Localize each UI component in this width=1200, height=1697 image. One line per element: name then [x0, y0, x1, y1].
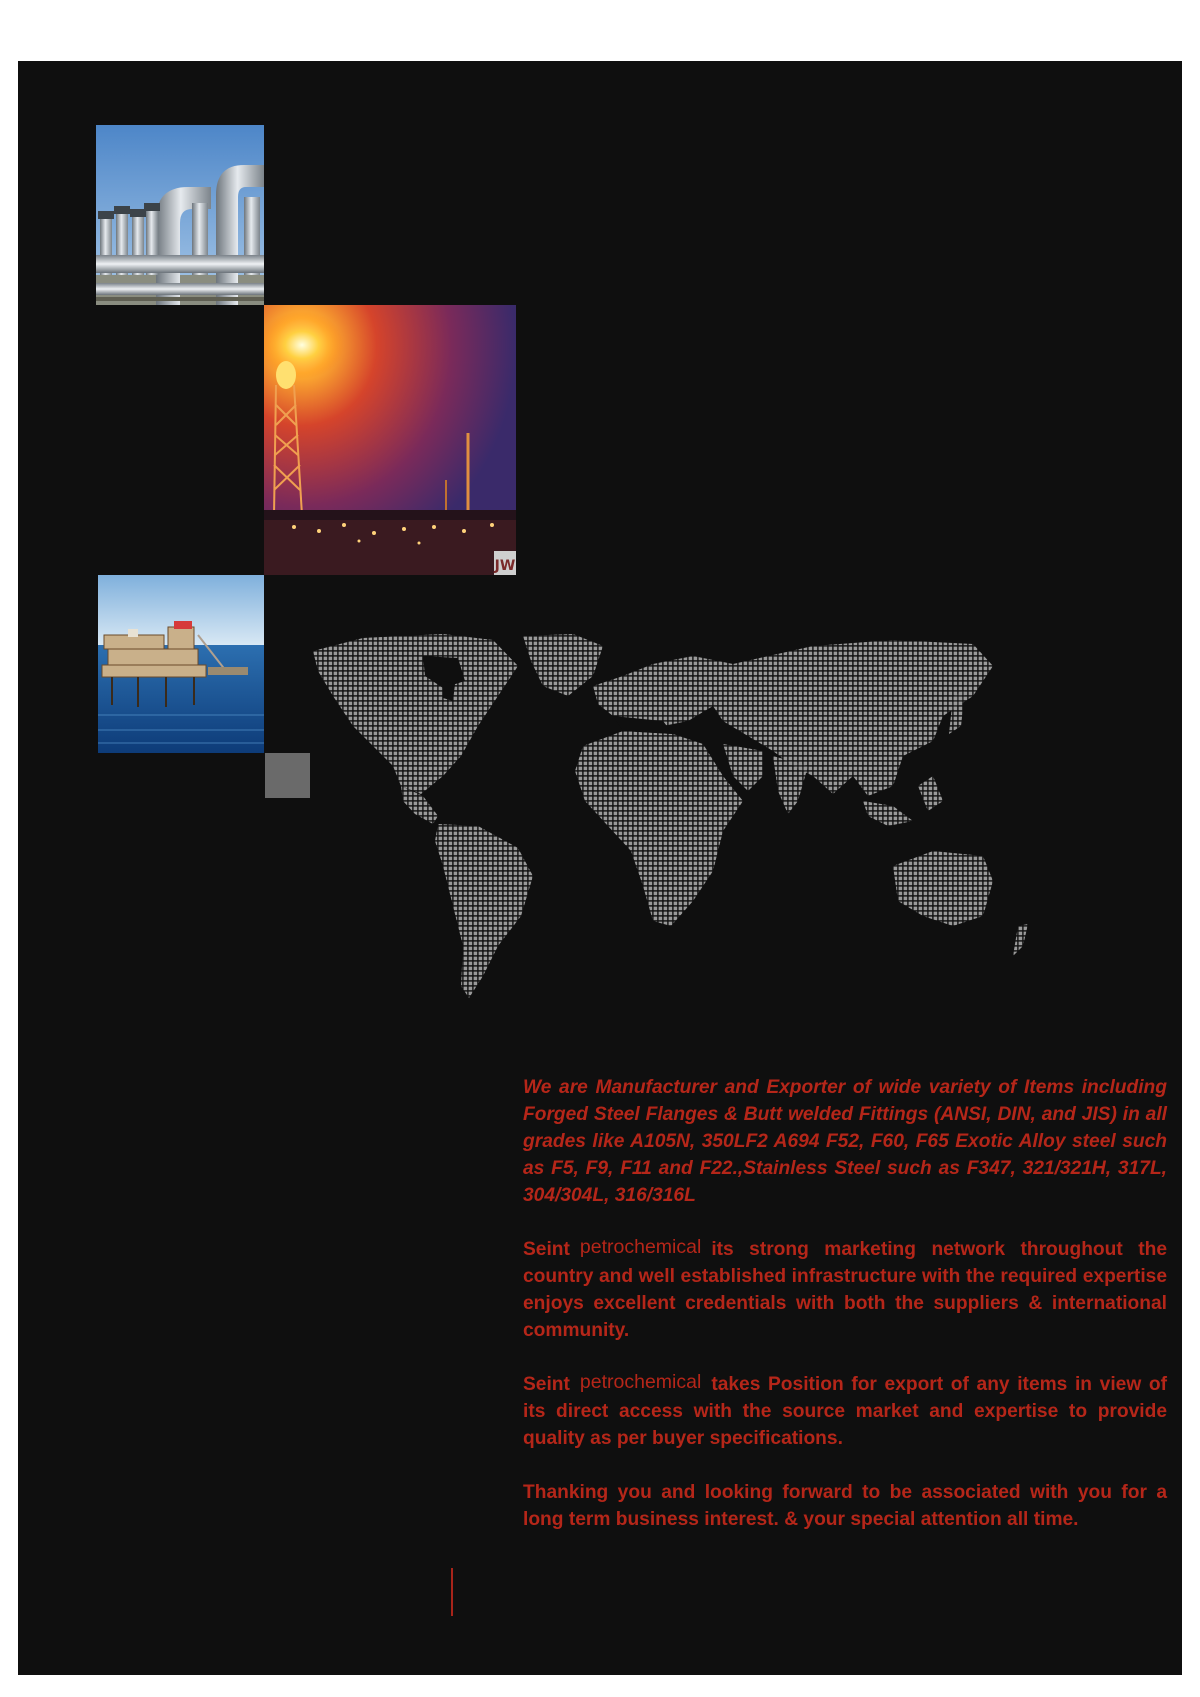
pipeline-photo — [96, 125, 264, 305]
intro-paragraph: We are Manufacturer and Exporter of wide variety of Items including Forged Steel Flanges & Butt welded Fittings (ANSI, DIN, and JIS) in all grades like A105N, 350LF2 A694 F52, F60, F65 Exotic Alloy steel such as F5, F9, F11 and F22.,Stainless Steel such as F347, 321/321H, 317L, 304/304L, 316/316L — [523, 1077, 1167, 1206]
svg-text:JW: JW — [494, 558, 516, 574]
refinery-flare-photo — [264, 305, 516, 575]
closing-paragraph: Thanking you and looking forward to be associated with you for a long term business interest. & your special attention all time. — [523, 1482, 1167, 1530]
company-brand: petrochemical — [579, 1236, 702, 1258]
company-lead: Seint — [523, 1374, 570, 1395]
export-paragraph — [523, 1371, 1167, 1452]
company-lead: Seint — [523, 1239, 570, 1260]
world-map — [293, 626, 1103, 1086]
network-paragraph — [523, 1236, 1167, 1344]
offshore-platform-photo — [98, 575, 264, 753]
company-description — [523, 1074, 1167, 1560]
export-text: takes Position for export of any items in view of its direct access with the source market and expertise to provide quality as per buyer specifications. — [523, 1374, 1167, 1449]
company-brand: petrochemical — [579, 1371, 702, 1393]
brochure-page — [18, 61, 1182, 1675]
network-text: its strong marketing network throughout the country and well established infrastructure with the required expertise enjoys excellent credentials with both the suppliers & international community. — [523, 1239, 1167, 1341]
divider-line — [451, 1568, 453, 1616]
